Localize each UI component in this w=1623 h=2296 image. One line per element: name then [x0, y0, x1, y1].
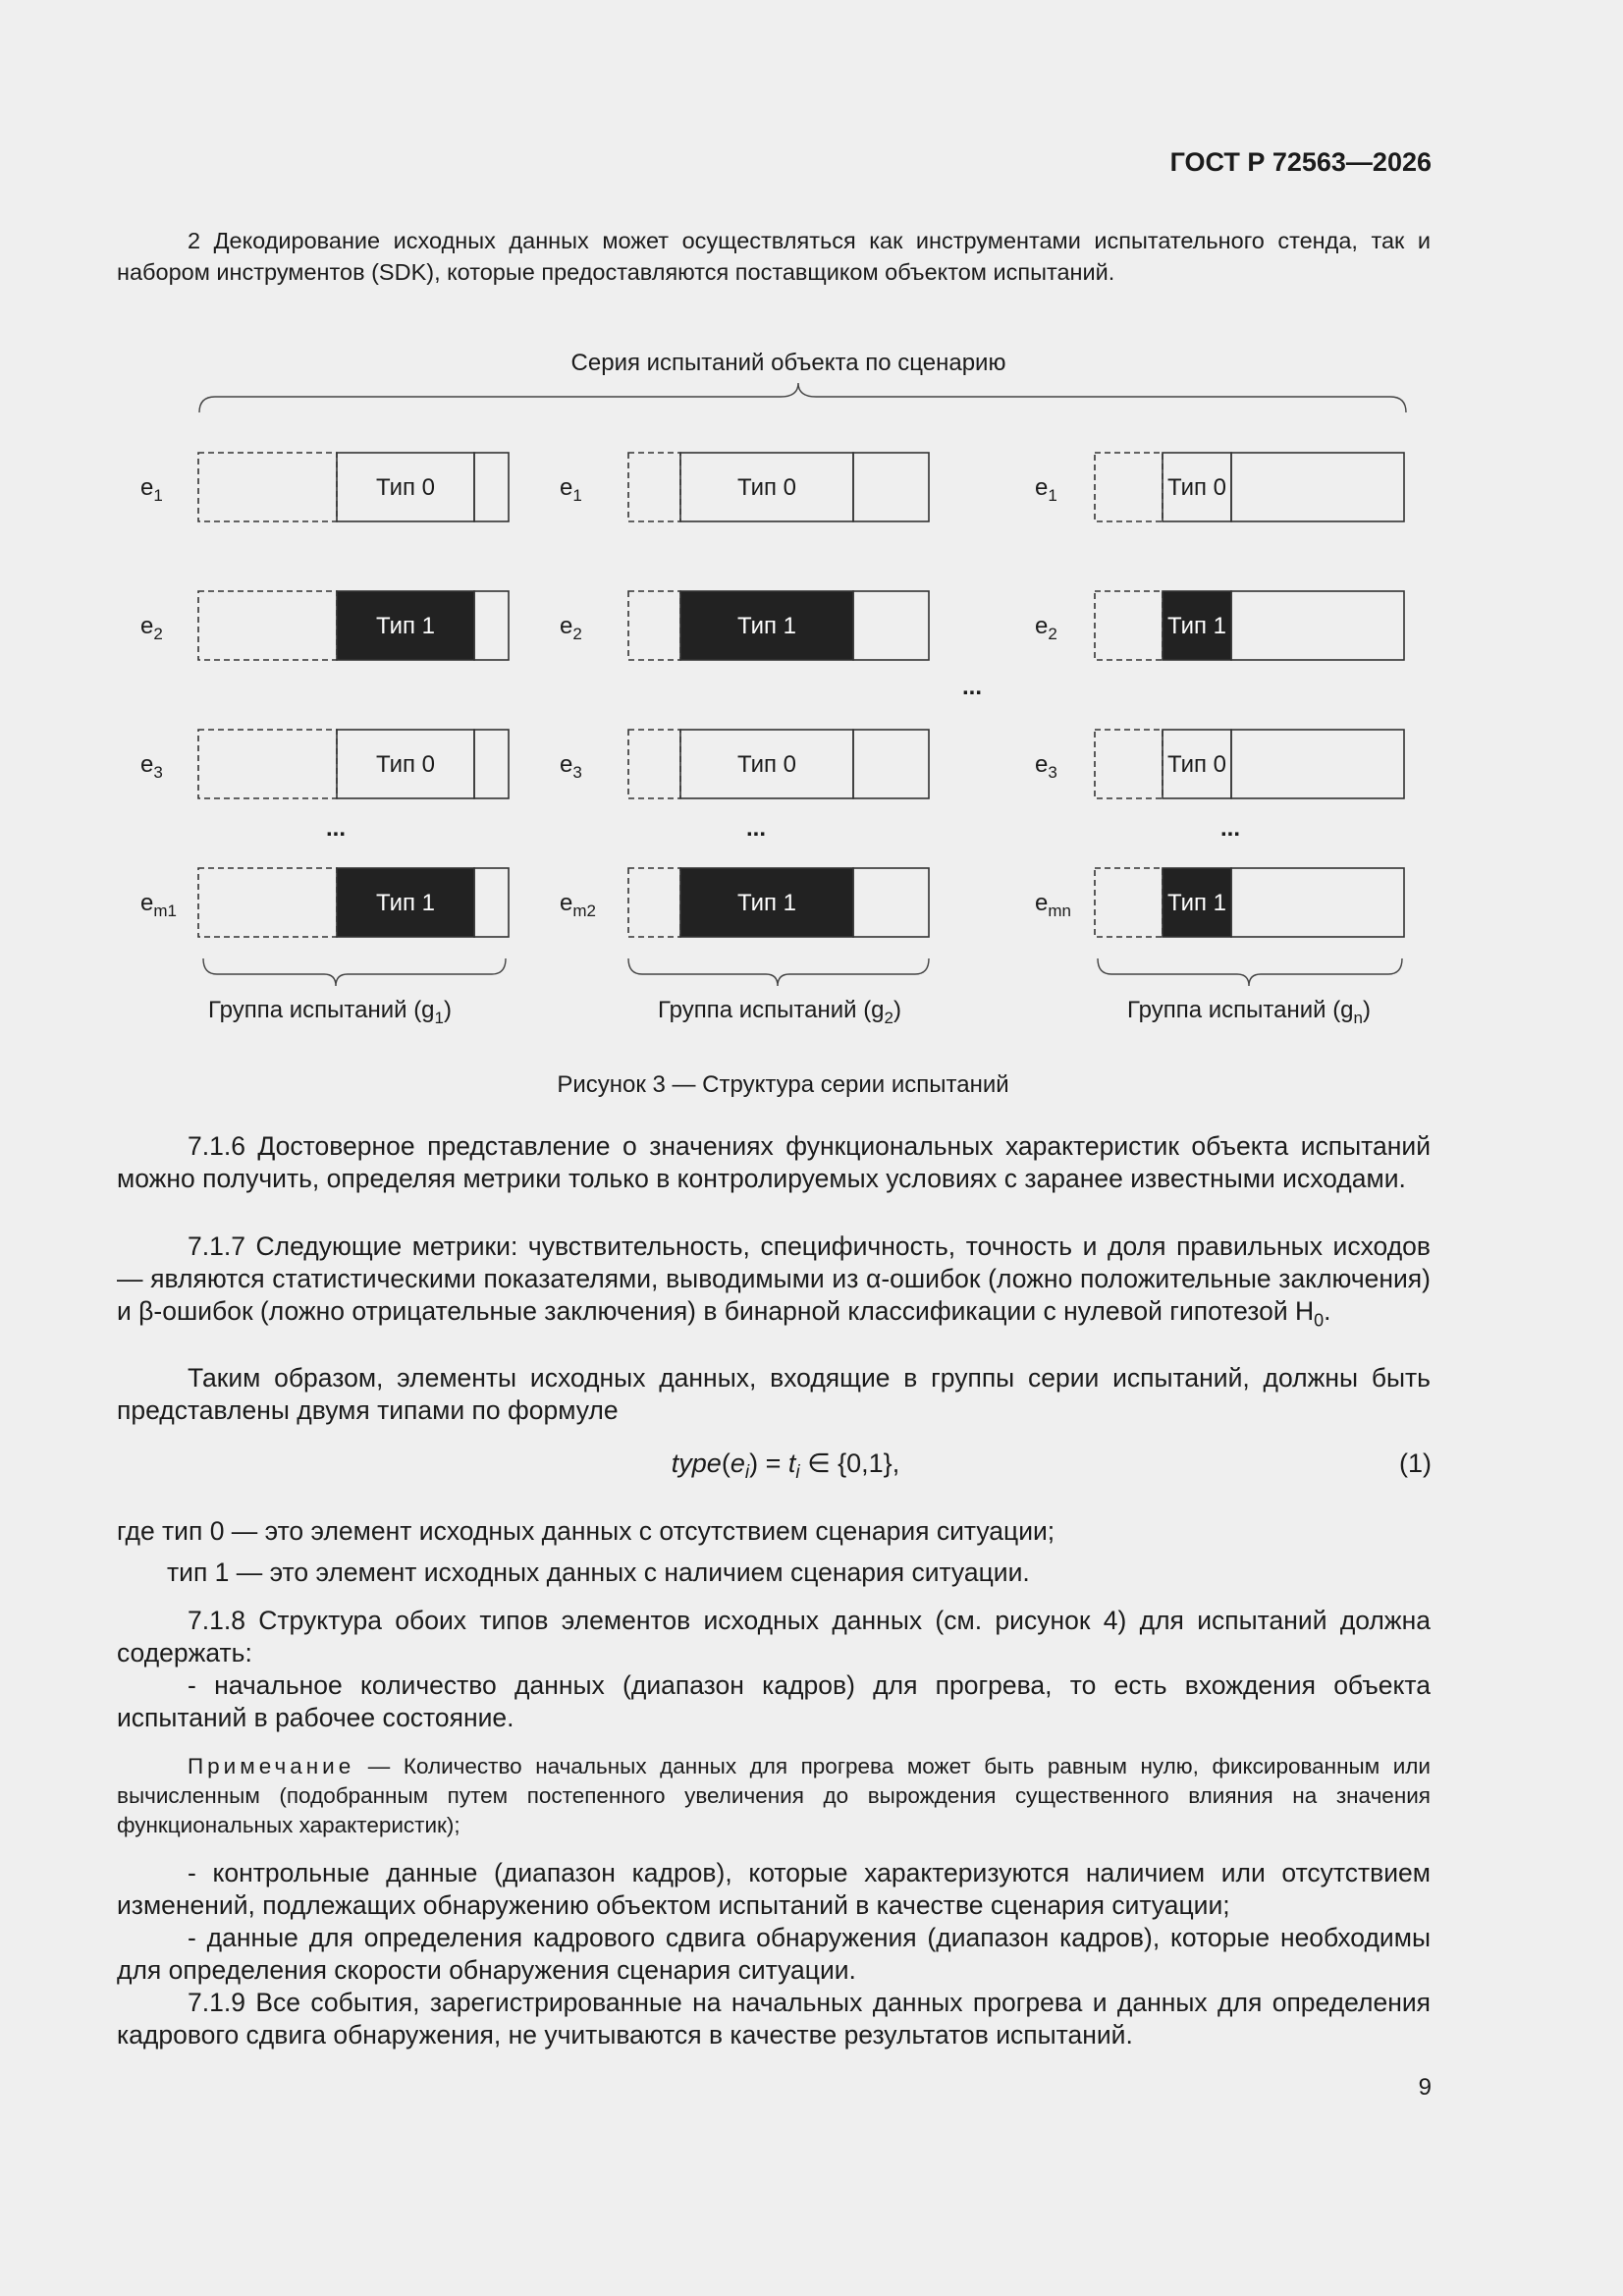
shift-segment [1231, 730, 1404, 798]
warmup-segment [628, 730, 680, 798]
warmup-segment [1095, 453, 1163, 521]
figure-caption: Рисунок 3 — Структура серии испытаний [557, 1071, 1009, 1098]
paragraph-thus: Таким образом, элементы исходных данных, входящие в группы серии испытаний, должны быть представлены двумя типами по формуле [117, 1363, 1431, 1425]
type-label: Тип 1 [736, 890, 797, 916]
bullet-control-data: - контрольные данные (диапазон кадров), которые характеризуются наличием или отсутствием изменений, подлежащих обнаружению объектом испытаний в качестве сценария ситуации; [117, 1858, 1431, 1920]
shift-segment [474, 730, 509, 798]
test-element-row [1035, 591, 1404, 660]
element-label: $e_1$ [560, 474, 582, 505]
shift-segment [853, 868, 929, 937]
bullet-shift-data: - данные для определения кадрового сдвига обнаружения (диапазон кадров), которые необходимы для определения скорости обнаружения сценария ситуации. [117, 1923, 1431, 1985]
element-label: $e_{mn}$ [1035, 890, 1071, 920]
paragraph-7-1-6: 7.1.6 Достоверное представление о значениях функциональных характеристик объекта испытаний можно получить, определяя метрики только в контролируемых условиях с заранее известными исходами. [117, 1131, 1431, 1193]
type-label: Тип 1 [1166, 613, 1227, 639]
group-1-label: Группа испытаний $(g_1)$ [208, 997, 452, 1027]
ellipsis-group-1: ... [325, 815, 347, 842]
type-label: Тип 0 [375, 474, 436, 501]
warmup-segment [198, 453, 337, 521]
page-number: 9 [1418, 2074, 1432, 2101]
group-2-label: Группа испытаний $(g_2)$ [658, 997, 901, 1027]
series-structure-figure [0, 0, 1623, 1061]
bullet-warmup: - начальное количество данных (диапазон кадров) для прогрева, то есть вхождения объекта испытаний в рабочее состояние. [117, 1670, 1431, 1732]
ellipsis-group-2: ... [745, 815, 767, 842]
element-label: $e_3$ [560, 751, 582, 782]
test-element-row [560, 591, 929, 660]
series-brace [199, 383, 1406, 412]
test-element-row [140, 868, 509, 937]
intro-note: 2 Декодирование исходных данных может осуществляться как инструментами испытательного стенда, так и набором инструментов (SDK), которые предоставляются поставщиком объектом испытаний. [117, 228, 1431, 285]
type-label: Тип 0 [736, 751, 797, 778]
element-label: $e_1$ [1035, 474, 1057, 505]
shift-segment [474, 453, 509, 521]
warmup-segment [628, 591, 680, 660]
shift-segment [474, 868, 509, 937]
test-element-row [140, 453, 509, 521]
test-element-row [1035, 453, 1404, 521]
warmup-segment [1095, 730, 1163, 798]
where-type-1: тип 1 — это элемент исходных данных с наличием сценария ситуации. [167, 1558, 1030, 1587]
type-label: Тип 0 [375, 751, 436, 778]
group-n-label: Группа испытаний $(g_n)$ [1127, 997, 1371, 1027]
paragraph-7-1-9: 7.1.9 Все события, зарегистрированные на начальных данных прогрева и данных для определения кадрового сдвига обнаружения, не учитываются в качестве результатов испытаний. [117, 1988, 1431, 2050]
warmup-segment [198, 591, 337, 660]
ellipsis-between-groups: ... [961, 674, 983, 700]
type-label: Тип 0 [736, 474, 797, 501]
element-label: $e_1$ [140, 474, 163, 505]
warmup-segment [198, 730, 337, 798]
element-label: $e_2$ [140, 613, 163, 643]
warmup-segment [628, 868, 680, 937]
paragraph-7-1-7: 7.1.7 Следующие метрики: чувствительность, специфичность, точность и доля правильных исходов — являются статистическими показателями, выводимыми из α-ошибок (ложно положительные заключения) и β-ошибок (ложно отрицательные заключения) в бинарной классификации с нулевой гипотезой $H_0$. [117, 1231, 1431, 1331]
shift-segment [474, 591, 509, 660]
type-label: Тип 1 [1166, 890, 1227, 916]
note: Примечание — Количество начальных данных для прогрева может быть равным нулю, фиксированным или вычисленным (подобранным путем постепенного увеличения до вырождения существенного влияния на значения функциональных характеристик); [117, 1754, 1431, 1837]
element-label: $e_2$ [560, 613, 582, 643]
test-element-row [140, 730, 509, 798]
element-label: $e_3$ [1035, 751, 1057, 782]
type-label: Тип 0 [1166, 474, 1227, 501]
document-code: ГОСТ Р 72563—2026 [1169, 147, 1432, 177]
formula-number: (1) [1399, 1449, 1432, 1478]
element-label: $e_3$ [140, 751, 163, 782]
test-element-row [1035, 730, 1404, 798]
group-2-brace [628, 958, 929, 986]
paragraph-7-1-8: 7.1.8 Структура обоих типов элементов исходных данных (см. рисунок 4) для испытаний должна содержать: [117, 1606, 1431, 1667]
warmup-segment [628, 453, 680, 521]
where-type-0: где тип 0 — это элемент исходных данных с отсутствием сценария ситуации; [117, 1516, 1055, 1546]
type-label: Тип 1 [375, 613, 436, 639]
shift-segment [1231, 868, 1404, 937]
series-label: Серия испытаний объекта по сценарию [570, 350, 1006, 376]
type-label: Тип 1 [736, 613, 797, 639]
ellipsis-group-n: ... [1219, 815, 1241, 842]
warmup-segment [1095, 868, 1163, 937]
test-element-row [560, 453, 929, 521]
shift-segment [853, 591, 929, 660]
test-element-row [560, 730, 929, 798]
element-label: $e_{m1}$ [140, 890, 177, 920]
warmup-segment [1095, 591, 1163, 660]
formula-1: $type(e_i) = t_i$ ∈ {0,1}, [671, 1449, 900, 1484]
type-label: Тип 0 [1166, 751, 1227, 778]
group-n-brace [1098, 958, 1402, 986]
element-label: $e_{m2}$ [560, 890, 596, 920]
shift-segment [1231, 453, 1404, 521]
type-label: Тип 1 [375, 890, 436, 916]
element-label: $e_2$ [1035, 613, 1057, 643]
test-element-row [560, 868, 929, 937]
group-1-brace [203, 958, 506, 986]
warmup-segment [198, 868, 337, 937]
test-element-row [1035, 868, 1404, 937]
shift-segment [853, 730, 929, 798]
shift-segment [1231, 591, 1404, 660]
shift-segment [853, 453, 929, 521]
test-element-row [140, 591, 509, 660]
